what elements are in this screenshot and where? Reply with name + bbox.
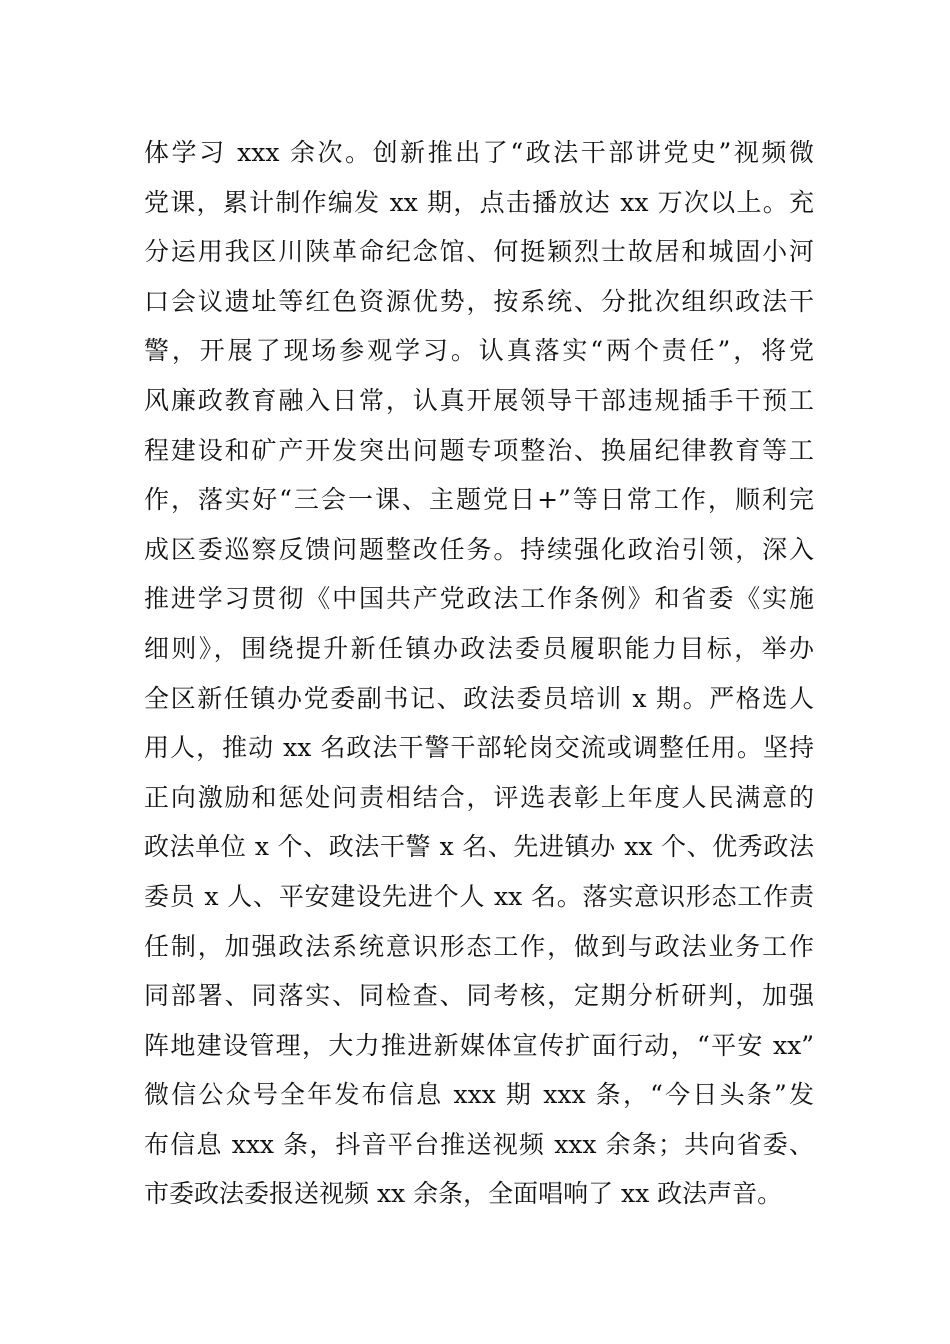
text-line-15: 政法单位 x 个、政法干警 x 名、先进镇办 xx 个、优秀政法 [144, 832, 814, 862]
text-line-16: 委员 x 人、平安建设先进个人 xx 名。落实意识形态工作责 [144, 881, 814, 911]
text-line-5: 警，开展了现场参观学习。认真落实“两个责任”，将党 [144, 336, 814, 366]
text-line-7: 程建设和矿产开发突出问题专项整治、换届纪律教育等工 [144, 435, 814, 465]
text-line-19: 阵地建设管理，大力推进新媒体宣传扩面行动，“平安 xx” [144, 1030, 814, 1060]
text-line-4: 口会议遗址等红色资源优势，按系统、分批次组织政法干 [144, 286, 814, 316]
text-line-1: 体学习 xxx 余次。创新推出了“政法干部讲党史”视频微 [144, 138, 814, 167]
text-line-14: 正向激励和惩处问责相结合，评选表彰上年度人民满意的 [144, 782, 814, 812]
text-line-9: 成区委巡察反馈问题整改任务。持续强化政治引领，深入 [144, 534, 814, 564]
text-line-8: 作，落实好“三会一课、主题党日+”等日常工作，顺利完 [144, 485, 814, 515]
text-line-13: 用人，推动 xx 名政法干警干部轮岗交流或调整任用。坚持 [144, 733, 814, 763]
text-line-22: 市委政法委报送视频 xx 余条，全面唱响了 xx 政法声音。 [144, 1179, 783, 1209]
text-line-12: 全区新任镇办党委副书记、政法委员培训 x 期。严格选人 [144, 683, 814, 713]
text-line-10: 推进学习贯彻《中国共产党政法工作条例》和省委《实施 [144, 584, 814, 614]
text-line-21: 布信息 xxx 条，抖音平台推送视频 xxx 余条；共向省委、 [144, 1129, 814, 1159]
text-line-11: 细则》，围绕提升新任镇办政法委员履职能力目标，举办 [144, 633, 814, 663]
text-line-2: 党课，累计制作编发 xx 期，点击播放达 xx 万次以上。充 [144, 187, 814, 217]
text-line-20: 微信公众号全年发布信息 xxx 期 xxx 条，“今日头条”发 [144, 1080, 814, 1110]
text-line-3: 分运用我区川陕革命纪念馆、何挺颖烈士故居和城固小河 [144, 237, 814, 267]
text-line-17: 任制，加强政法系统意识形态工作，做到与政法业务工作 [144, 931, 814, 961]
text-line-6: 风廉政教育融入日常，认真开展领导干部违规插手干预工 [144, 385, 814, 415]
text-line-18: 同部署、同落实、同检查、同考核，定期分析研判，加强 [144, 981, 814, 1011]
body-paragraph [144, 128, 814, 1219]
